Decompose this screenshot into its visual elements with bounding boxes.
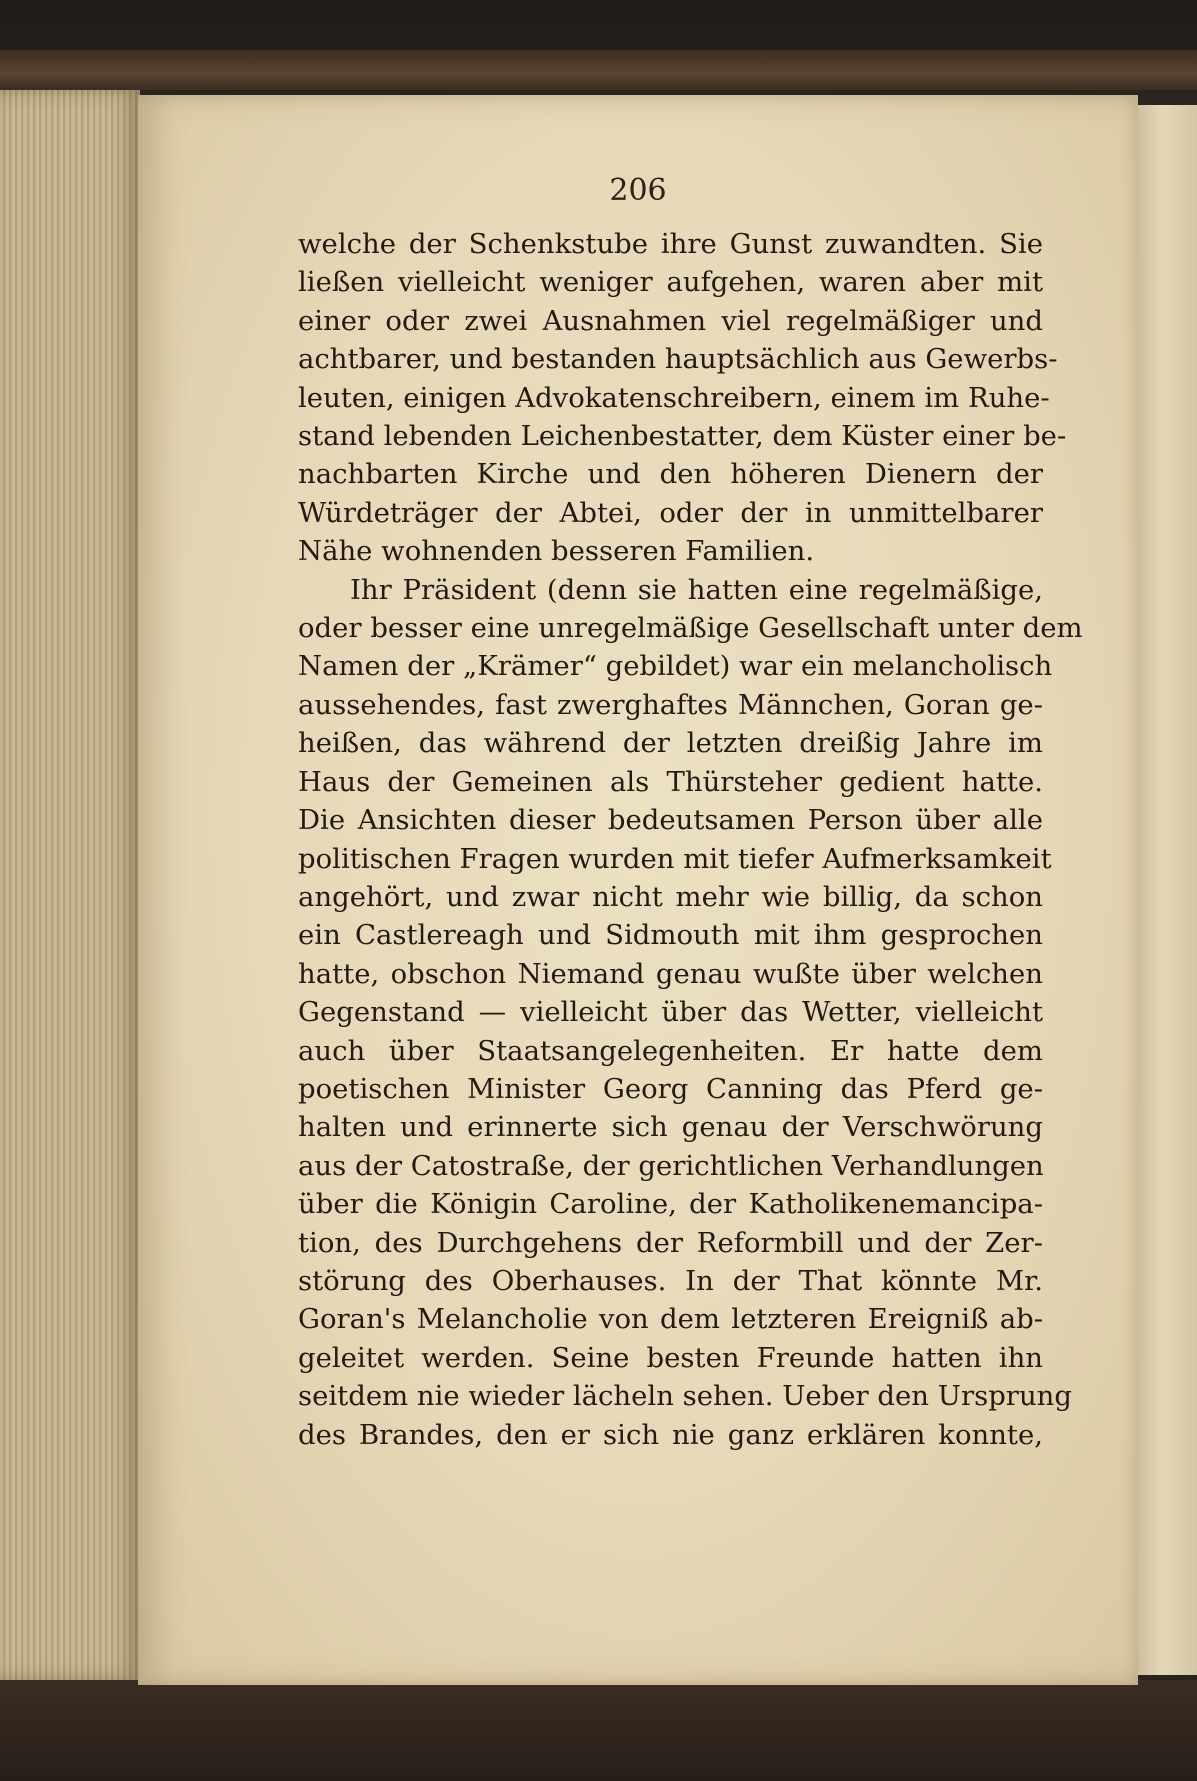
text-line: politischen Fragen wurden mit tiefer Aufmerksamkeit: [298, 842, 1052, 875]
text-line: Gegenstand — vielleicht über das Wetter, vielleicht: [298, 996, 1043, 1029]
text-line: ein Castlereagh und Sidmouth mit ihm gesprochen: [298, 919, 1043, 952]
text-line: stand lebenden Leichenbestatter, dem Küster einer be-: [298, 420, 1067, 453]
text-line: achtbarer, und bestanden hauptsächlich aus Gewerbs-: [298, 343, 1058, 376]
text-line: störung des Oberhauses. In der That könnte Mr.: [298, 1264, 1043, 1297]
text-line: Nähe wohnenden besseren Familien.: [298, 535, 815, 568]
book-cover-top-edge: [0, 50, 1197, 90]
text-line: Namen der „Krämer“ gebildet) war ein melancholisch: [298, 650, 1053, 683]
text-line: Haus der Gemeinen als Thürsteher gedient hatte.: [298, 765, 1043, 798]
text-line: über die Königin Caroline, der Katholikenemancipa-: [298, 1188, 1043, 1221]
book-page: [138, 95, 1138, 1685]
text-line: leuten, einigen Advokatenschreibern, einem im Ruhe-: [298, 381, 1050, 414]
text-line: Würdeträger der Abtei, oder der in unmittelbarer: [298, 496, 1043, 529]
body-text: [298, 225, 1083, 1454]
text-line: geleitet werden. Seine besten Freunde hatten ihn: [298, 1341, 1043, 1374]
text-line: oder besser eine unregelmäßige Gesellschaft unter dem: [298, 612, 1083, 645]
text-line: Goran's Melancholie von dem letzteren Ereigniß ab-: [298, 1303, 1043, 1336]
text-line: halten und erinnerte sich genau der Verschwörung: [298, 1111, 1043, 1144]
page-stack-edge: [0, 90, 140, 1680]
facing-page-edge: [1138, 105, 1197, 1675]
book-cover-bottom-edge: [0, 1680, 1197, 1781]
text-line: auch über Staatsangelegenheiten. Er hatte dem: [298, 1034, 1043, 1067]
page-number: 206: [609, 173, 667, 208]
text-line: ließen vielleicht weniger aufgehen, waren aber mit: [298, 266, 1043, 299]
text-line: poetischen Minister Georg Canning das Pferd ge-: [298, 1072, 1043, 1105]
text-line: welche der Schenkstube ihre Gunst zuwandten. Sie: [298, 228, 1043, 260]
text-line: tion, des Durchgehens der Reformbill und der Zer-: [298, 1226, 1043, 1259]
text-line: aus der Catostraße, der gerichtlichen Verhandlungen: [298, 1149, 1044, 1182]
text-line: einer oder zwei Ausnahmen viel regelmäßiger und: [298, 304, 1043, 337]
text-line: nachbarten Kirche und den höheren Dienern der: [298, 458, 1043, 491]
text-line: hatte, obschon Niemand genau wußte über welchen: [298, 957, 1043, 990]
text-line: aussehendes, fast zwerghaftes Männchen, Goran ge-: [298, 688, 1043, 721]
text-line: Die Ansichten dieser bedeutsamen Person über alle: [298, 804, 1043, 837]
text-line: seitdem nie wieder lächeln sehen. Ueber den Ursprung: [298, 1380, 1072, 1413]
text-line: angehört, und zwar nicht mehr wie billig, da schon: [298, 880, 1043, 913]
text-line: heißen, das während der letzten dreißig Jahre im: [298, 727, 1043, 760]
text-line: des Brandes, den er sich nie ganz erklären konnte,: [298, 1418, 1043, 1451]
paragraph-start-line: Ihr Präsident (denn sie hatten eine regelmäßige,: [350, 573, 1043, 606]
